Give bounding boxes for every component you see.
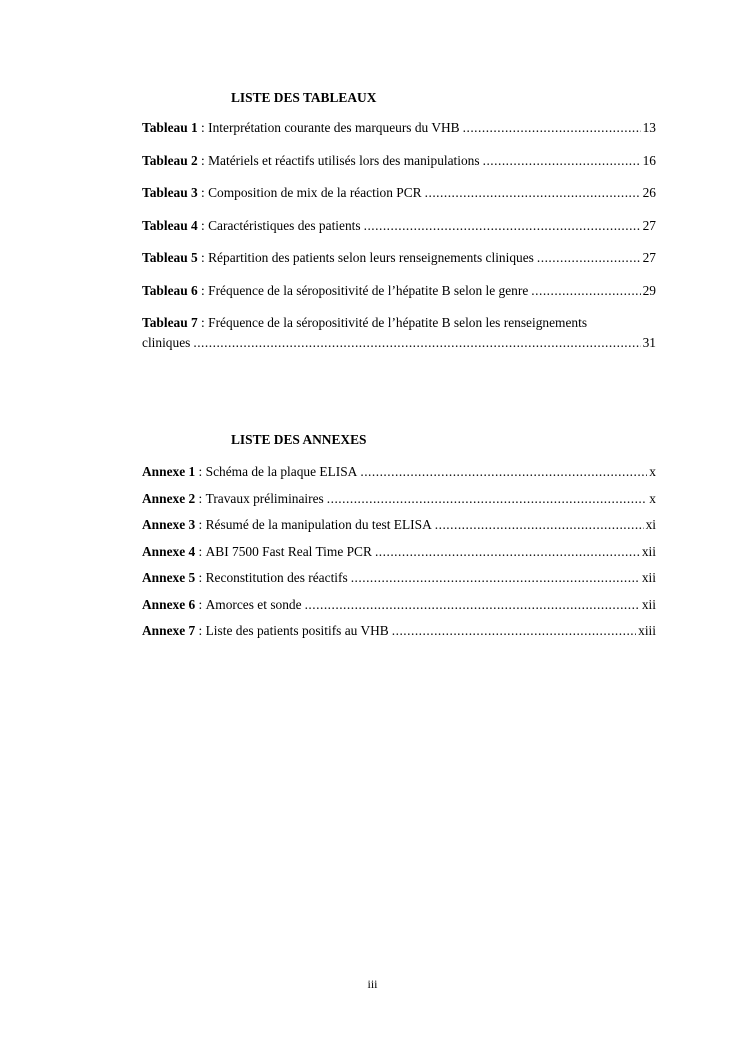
entry-label: Annexe 2: [142, 490, 196, 506]
entry-title: Travaux préliminaires: [205, 490, 324, 506]
entry-separator: :: [195, 464, 206, 479]
toc-entry-tableau-7[interactable]: [142, 313, 656, 353]
dot-leader: [392, 621, 636, 641]
toc-entry-tableau-3[interactable]: [142, 183, 656, 203]
entry-label: Tableau 3: [142, 185, 198, 200]
list-of-annexes: [142, 430, 656, 648]
dot-leader: [425, 183, 641, 203]
entry-label: Tableau 2: [142, 152, 198, 168]
toc-entry-tableau-2[interactable]: [142, 151, 656, 171]
entry-title: Liste des patients positifs au VHB: [205, 623, 389, 638]
entry-title: Composition de mix de la réaction PCR: [208, 185, 422, 200]
toc-entry-annexe-6[interactable]: [142, 595, 656, 615]
list-of-annexes-heading: LISTE DES ANNEXES: [231, 432, 367, 447]
entry-page-number: xiii: [638, 623, 656, 638]
entry-title: Résumé de la manipulation du test ELISA: [205, 517, 432, 532]
entry-title: Schéma de la plaque ELISA: [205, 464, 358, 479]
dot-leader: [193, 333, 640, 353]
entry-title: Fréquence de la séropositivité de l’hépatite B selon le genre: [208, 282, 529, 298]
entry-separator: :: [197, 152, 209, 168]
entry-title: Répartition des patients selon leurs renseignements cliniques: [208, 250, 534, 265]
entry-separator: :: [197, 120, 209, 135]
entry-title: ABI 7500 Fast Real Time PCR: [205, 543, 372, 559]
dot-leader: [463, 118, 641, 138]
entry-title: Matériels et réactifs utilisés lors des manipulations: [208, 152, 480, 168]
entry-page-number: xii: [641, 596, 656, 612]
entry-label: Tableau 7: [142, 315, 198, 330]
entry-title: Caractéristiques des patients: [208, 217, 361, 233]
entry-page-number: 27: [642, 250, 656, 265]
toc-entry-tableau-6[interactable]: [142, 281, 656, 301]
entry-separator: :: [195, 517, 206, 532]
entry-label: Annexe 6: [142, 596, 196, 612]
dot-leader: [305, 595, 640, 615]
toc-entry-annexe-5[interactable]: [142, 568, 656, 588]
entry-separator: :: [195, 490, 206, 506]
toc-entry-annexe-3[interactable]: [142, 515, 656, 535]
entry-title-line-2: cliniques: [142, 335, 191, 350]
toc-entry-annexe-1[interactable]: [142, 462, 656, 482]
dot-leader: [483, 151, 641, 171]
toc-entry-annexe-4[interactable]: [142, 542, 656, 562]
entry-page-number: x: [649, 490, 656, 506]
dot-leader: [537, 248, 641, 268]
entry-page-number: 13: [642, 120, 656, 135]
entry-separator: :: [195, 543, 206, 559]
entry-page-number: 26: [642, 185, 656, 200]
entry-page-number: 31: [642, 335, 656, 350]
toc-entry-annexe-2[interactable]: [142, 489, 656, 509]
entry-page-number: 27: [642, 217, 656, 233]
entry-page-number: x: [649, 464, 656, 479]
entry-separator: :: [195, 596, 206, 612]
entry-page-number: xi: [645, 517, 656, 532]
dot-leader: [364, 216, 641, 236]
entry-label: Tableau 6: [142, 282, 198, 298]
entry-separator: :: [197, 250, 209, 265]
entry-label: Tableau 5: [142, 250, 198, 265]
entry-separator: :: [197, 282, 209, 298]
entry-page-number: xii: [641, 570, 656, 585]
dot-leader: [531, 281, 640, 301]
entry-title: Amorces et sonde: [205, 596, 302, 612]
entry-page-number: 29: [642, 282, 656, 298]
entry-label: Annexe 5: [142, 570, 196, 585]
entry-separator: :: [197, 217, 209, 233]
entry-separator: :: [195, 623, 206, 638]
list-of-tables-heading: LISTE DES TABLEAUX: [231, 90, 377, 105]
dot-leader: [360, 462, 647, 482]
page-number: iii: [367, 977, 378, 991]
entry-title: Interprétation courante des marqueurs du VHB: [208, 120, 460, 135]
entry-title-line-1: Fréquence de la séropositivité de l’hépatite B selon les renseignements: [208, 315, 588, 330]
entry-title: Reconstitution des réactifs: [205, 570, 348, 585]
entry-separator: :: [197, 185, 209, 200]
entry-label: Annexe 7: [142, 623, 196, 638]
dot-leader: [351, 568, 640, 588]
toc-entry-annexe-7[interactable]: [142, 621, 656, 641]
entry-page-number: 16: [642, 152, 656, 168]
list-of-tables: [142, 88, 656, 366]
toc-entry-tableau-1[interactable]: [142, 118, 656, 138]
entry-separator: :: [195, 570, 206, 585]
entry-separator: :: [197, 315, 209, 330]
dot-leader: [327, 489, 648, 509]
entry-label: Annexe 4: [142, 543, 196, 559]
dot-leader: [435, 515, 644, 535]
entry-label: Tableau 1: [142, 120, 198, 135]
dot-leader: [375, 542, 640, 562]
entry-page-number: xii: [641, 543, 656, 559]
entry-label: Annexe 1: [142, 464, 196, 479]
entry-label: Annexe 3: [142, 517, 196, 532]
entry-label: Tableau 4: [142, 217, 198, 233]
toc-entry-tableau-4[interactable]: [142, 216, 656, 236]
toc-entry-tableau-5[interactable]: [142, 248, 656, 268]
